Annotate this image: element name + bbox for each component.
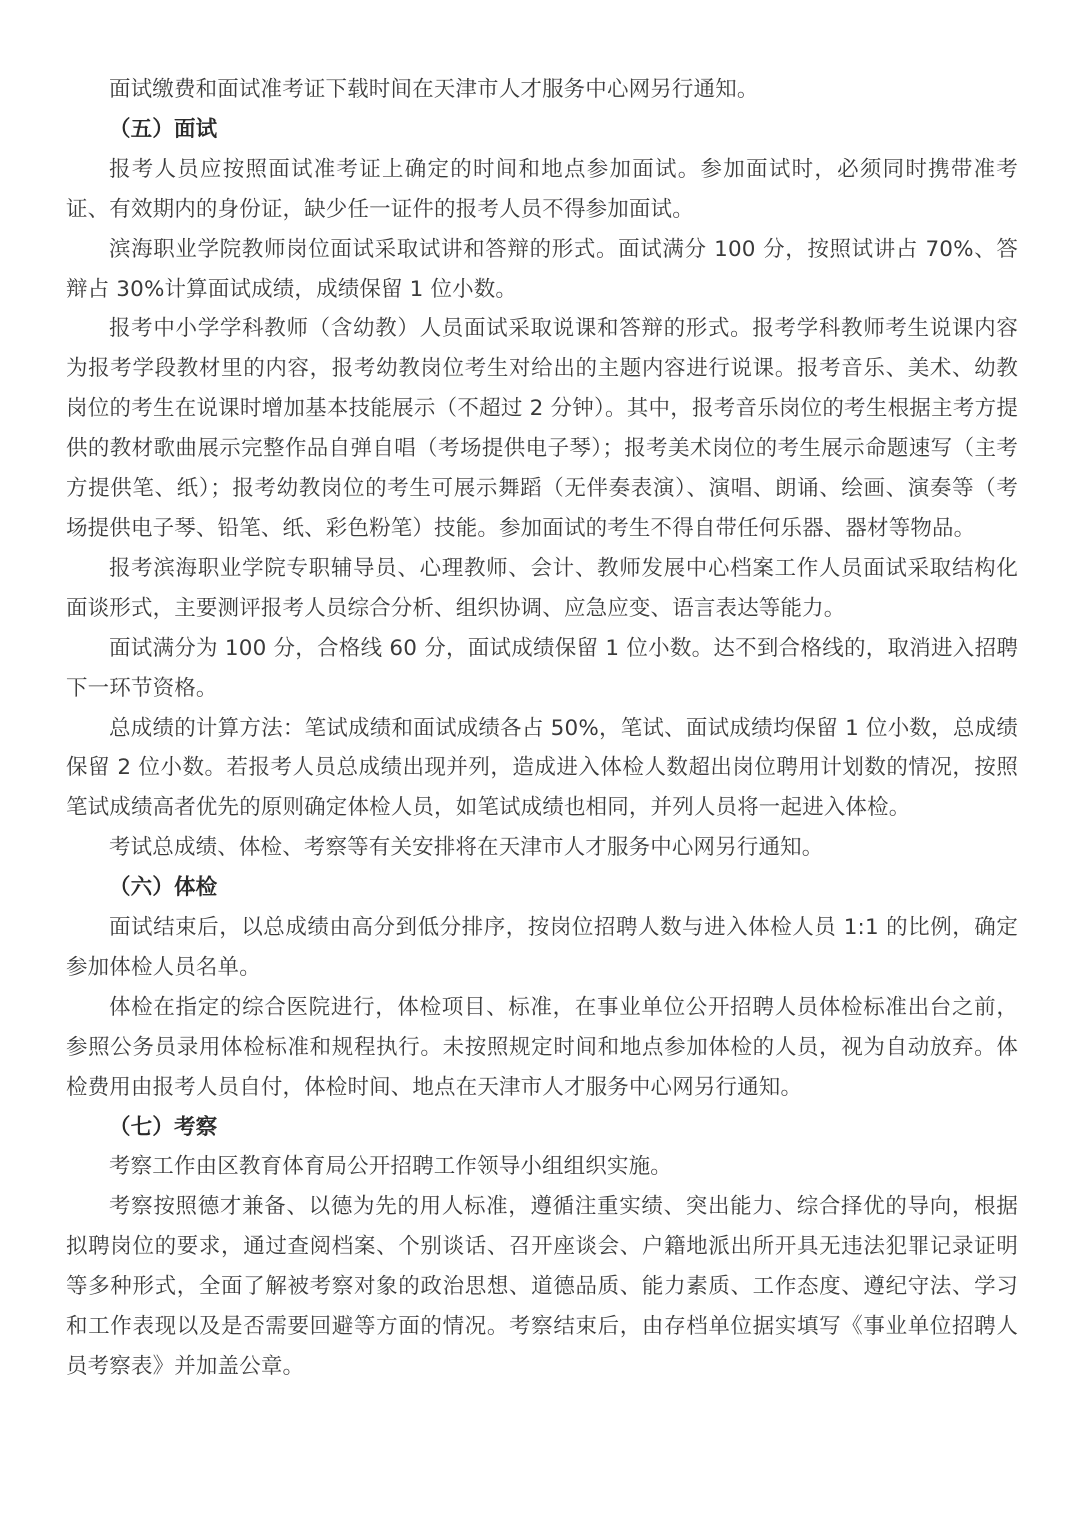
paragraph-physical-exam-standard: 体检在指定的综合医院进行，体检项目、标准，在事业单位公开招聘人员体检标准出台之前，参照公务员录用体检标准和规程执行。未按照规定时间和地点参加体检的人员，视为自动放弃。体检费用由报考人员自付，体检时间、地点在天津市人才服务中心网另行通知。 <box>66 994 1018 1100</box>
paragraph-total-score-method: 总成绩的计算方法：笔试成绩和面试成绩各占 50%，笔试、面试成绩均保留 1 位小数，总成绩保留 2 位小数。若报考人员总成绩出现并列，造成进入体检人数超出岗位聘用计划数的情况，按照笔试成绩高者优先的原则确定体检人员，如笔试成绩也相同，并列人员将一起进入体检。 <box>66 715 1018 821</box>
paragraph-physical-exam-list: 面试结束后，以总成绩由高分到低分排序，按岗位招聘人数与进入体检人员 1:1 的比例，确定参加体检人员名单。 <box>66 915 1018 980</box>
paragraph-inspection-organizer: 考察工作由区教育体育局公开招聘工作领导小组组织实施。 <box>109 1154 672 1180</box>
document-page <box>66 70 1018 1387</box>
paragraph-counselor-interview: 报考滨海职业学院专职辅导员、心理教师、会计、教师发展中心档案工作人员面试采取结构化面谈形式，主要测评报考人员综合分析、组织协调、应急应变、语言表达等能力。 <box>66 555 1018 621</box>
section-heading-interview: （五）面试 <box>109 116 218 142</box>
paragraph-arrangement-notice: 考试总成绩、体检、考察等有关安排将在天津市人才服务中心网另行通知。 <box>109 835 824 861</box>
paragraph-school-teacher-interview: 报考中小学学科教师（含幼教）人员面试采取说课和答辩的形式。报考学科教师考生说课内容为报考学段教材里的内容，报考幼教岗位考生对给出的主题内容进行说课。报考音乐、美术、幼教岗位的考生在说课时增加基本技能展示（不超过 2 分钟）。其中，报考音乐岗位的考生根据主考方提供的教材歌曲展示完整作品自弹自唱（考场提供电子琴）；报考美术岗位的考生展示命题速写（主考方提供笔、纸）；报考幼教岗位的考生可展示舞蹈（无伴奏表演）、演唱、朗诵、绘画、演奏等（考场提供电子琴、铅笔、纸、彩色粉笔）技能。参加面试的考生不得自带任何乐器、器材等物品。 <box>66 316 1018 541</box>
paragraph-interview-passing-score: 面试满分为 100 分，合格线 60 分，面试成绩保留 1 位小数。达不到合格线的，取消进入招聘下一环节资格。 <box>66 635 1018 701</box>
paragraph-binhai-teacher-interview: 滨海职业学院教师岗位面试采取试讲和答辩的形式。面试满分 100 分，按照试讲占 70%、答辩占 30%计算面试成绩，成绩保留 1 位小数。 <box>66 236 1018 302</box>
paragraph-inspection-details: 考察按照德才兼备、以德为先的用人标准，遵循注重实绩、突出能力、综合择优的导向，根据拟聘岗位的要求，通过查阅档案、个别谈话、召开座谈会、户籍地派出所开具无违法犯罪记录证明等多种形式，全面了解被考察对象的政治思想、道德品质、能力素质、工作态度、遵纪守法、学习和工作表现以及是否需要回避等方面的情况。考察结束后，由存档单位据实填写《事业单位招聘人员考察表》并加盖公章。 <box>66 1194 1018 1379</box>
paragraph-interview-fee-notice: 面试缴费和面试准考证下载时间在天津市人才服务中心网另行通知。 <box>109 77 759 102</box>
paragraph-interview-attendance: 报考人员应按照面试准考证上确定的时间和地点参加面试。参加面试时，必须同时携带准考证、有效期内的身份证，缺少任一证件的报考人员不得参加面试。 <box>66 156 1018 222</box>
section-heading-inspection: （七）考察 <box>109 1114 218 1140</box>
section-heading-physical-exam: （六）体检 <box>109 875 218 901</box>
